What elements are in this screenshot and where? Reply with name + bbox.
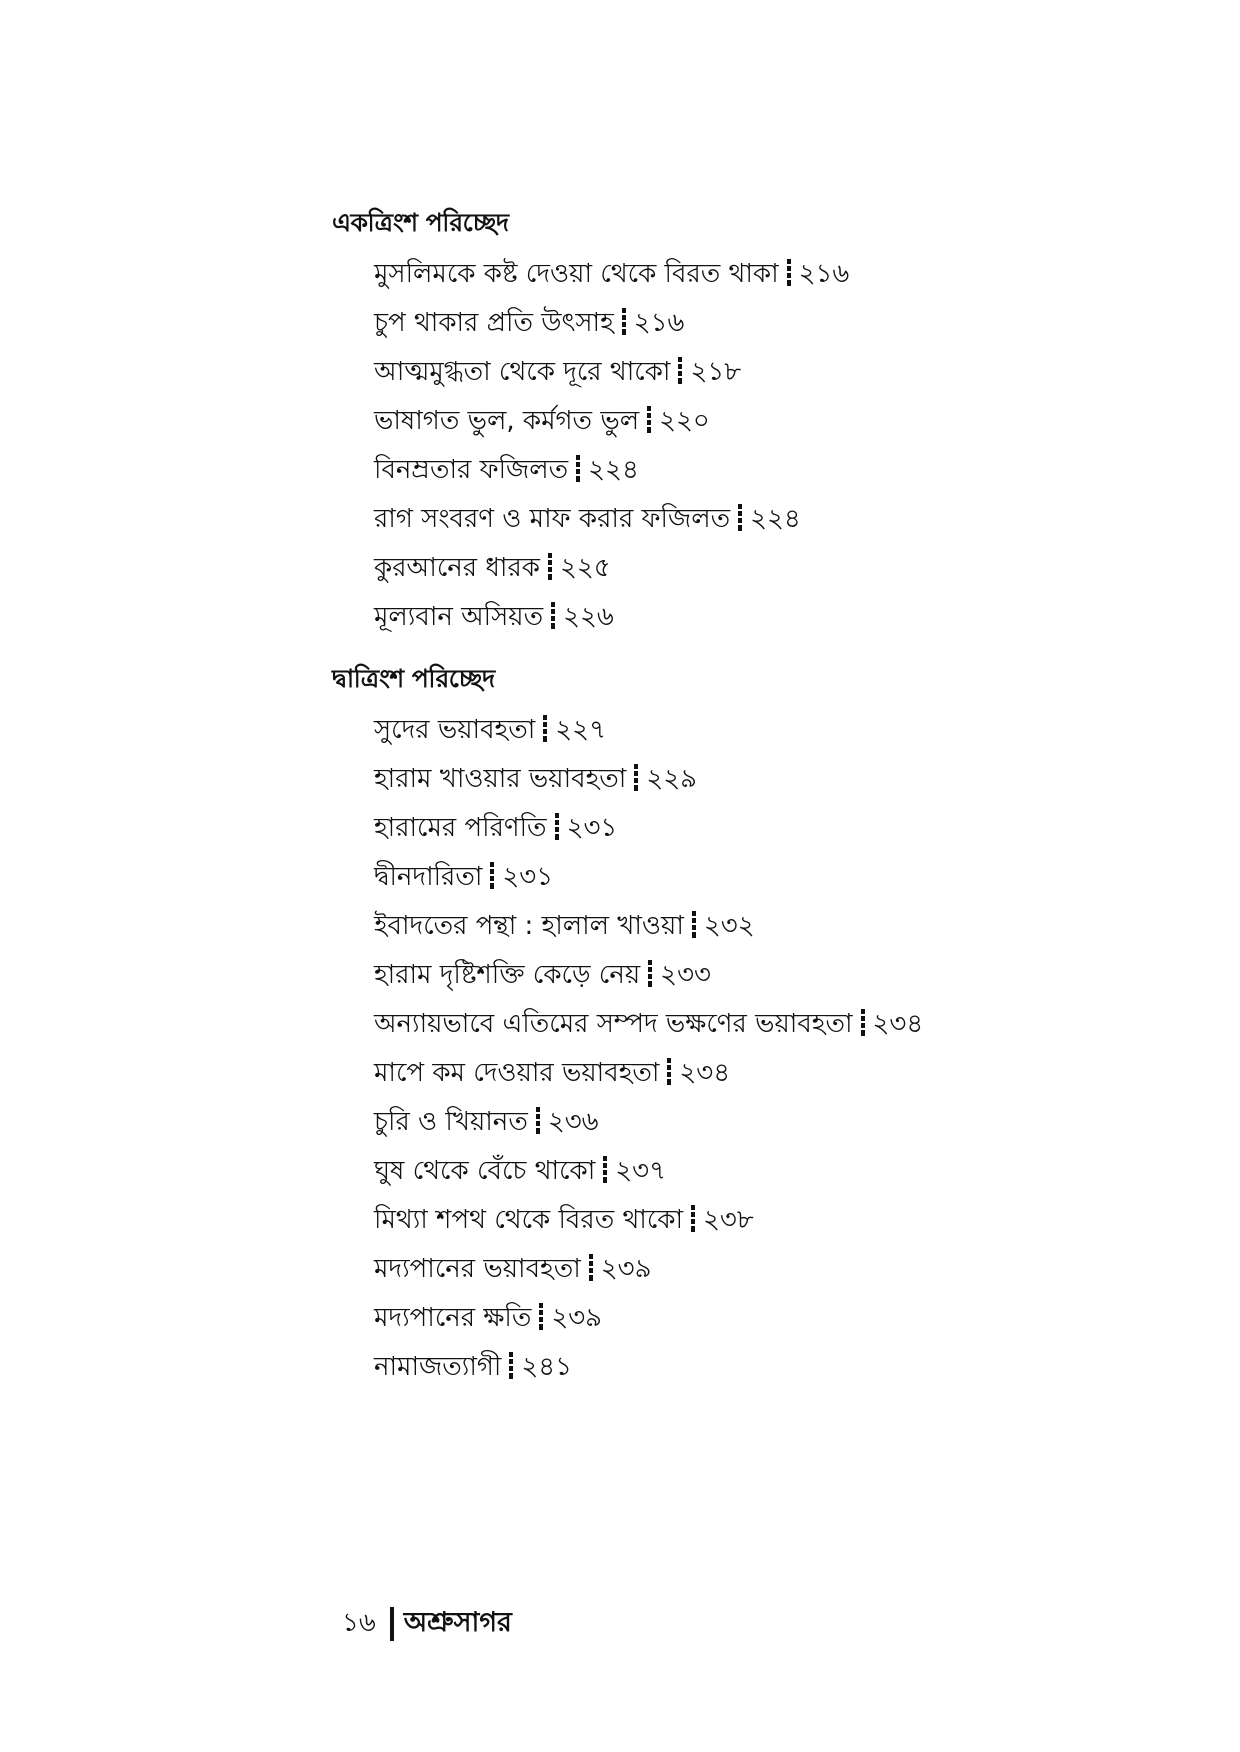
toc-entry-title: মদ্যপানের ক্ষতি — [374, 1303, 532, 1333]
toc-entry — [374, 853, 923, 902]
toc-entry-page: ২১৬ — [633, 308, 685, 338]
separator-dots-icon — [648, 960, 652, 987]
toc-entry-page: ২৩৭ — [615, 1156, 666, 1186]
separator-dots-icon — [539, 1303, 543, 1330]
separator-dots-icon — [555, 813, 559, 840]
separator-dots-icon — [738, 504, 742, 531]
toc-entry — [374, 1196, 923, 1245]
toc-entry-page: ২২৭ — [555, 715, 606, 745]
toc-entry-title: মিথ্যা শপথ থেকে বিরত থাকো — [374, 1205, 684, 1235]
toc-entry-title: নামাজত্যাগী — [374, 1352, 502, 1382]
toc-entry-title: হারামের পরিণতি — [374, 813, 547, 843]
separator-dots-icon — [536, 1107, 540, 1134]
toc-entry-page: ২২৪ — [750, 504, 801, 534]
toc-entry — [374, 299, 849, 348]
toc-entry-title: সুদের ভয়াবহতা — [374, 715, 536, 745]
toc-entry-page: ২২৯ — [646, 764, 698, 794]
toc-entry-title: হারাম খাওয়ার ভয়াবহতা — [374, 764, 627, 794]
footer-divider — [390, 1607, 394, 1641]
footer-book-title: অশ্রুসাগর — [403, 1606, 512, 1638]
footer-page-number: ১৬ — [342, 1608, 376, 1638]
toc-entry-list — [332, 250, 849, 642]
toc-section-32 — [332, 662, 923, 1392]
toc-entry-page: ২২০ — [659, 406, 710, 436]
toc-entry-page: ২৩৪ — [872, 1009, 924, 1039]
toc-entry-page: ২২৬ — [563, 602, 614, 632]
toc-entry-title: কুরআনের ধারক — [374, 553, 540, 583]
toc-entry-page: ২৩১ — [502, 862, 554, 892]
separator-dots-icon — [576, 455, 580, 482]
separator-dots-icon — [622, 308, 626, 335]
toc-entry-title: হারাম দৃষ্টিশক্তি কেড়ে নেয় — [374, 960, 641, 990]
toc-entry-title: মূল্যবান অসিয়ত — [374, 602, 544, 632]
toc-entry-page: ২৩৬ — [547, 1107, 599, 1137]
separator-dots-icon — [551, 602, 555, 629]
toc-entry-page: ২২৫ — [559, 553, 611, 583]
toc-entry-title: আত্মমুগ্ধতা থেকে দূরে থাকো — [374, 357, 671, 387]
toc-entry — [374, 902, 923, 951]
toc-entry-title: ইবাদতের পন্থা : হালাল খাওয়া — [374, 911, 684, 941]
separator-dots-icon — [647, 406, 651, 433]
toc-entry — [374, 804, 923, 853]
toc-entry-page: ২১৬ — [798, 259, 850, 289]
toc-entry-title: মদ্যপানের ভয়াবহতা — [374, 1254, 581, 1284]
toc-entry-page: ২৩৯ — [551, 1303, 603, 1333]
section-heading: একত্রিংশ পরিচ্ছেদ — [332, 208, 509, 237]
separator-dots-icon — [543, 715, 547, 742]
separator-dots-icon — [509, 1352, 513, 1379]
toc-entry — [374, 1147, 923, 1196]
toc-entry-title: মাপে কম দেওয়ার ভয়াবহতা — [374, 1058, 660, 1088]
toc-entry — [374, 1343, 923, 1392]
toc-entry — [374, 1245, 923, 1294]
toc-entry — [374, 1098, 923, 1147]
toc-entry — [374, 706, 923, 755]
toc-entry — [374, 593, 849, 642]
separator-dots-icon — [667, 1058, 671, 1085]
toc-entry — [374, 1049, 923, 1098]
toc-entry — [374, 755, 923, 804]
page-footer — [342, 1604, 512, 1644]
toc-entry-page: ২৩৯ — [600, 1254, 652, 1284]
section-heading: দ্বাত্রিংশ পরিচ্ছেদ — [332, 664, 495, 693]
toc-entry-page: ২৩২ — [703, 911, 755, 941]
toc-entry-page: ২৩৮ — [703, 1205, 754, 1235]
separator-dots-icon — [678, 357, 682, 384]
toc-entry-page: ২১৮ — [690, 357, 742, 387]
toc-entry — [374, 348, 849, 397]
separator-dots-icon — [692, 911, 696, 938]
toc-entry-title: অন্যায়ভাবে এতিমের সম্পদ ভক্ষণের ভয়াবহতা — [374, 1009, 853, 1039]
toc-entry-page: ২৩৩ — [660, 960, 711, 990]
separator-dots-icon — [490, 862, 494, 889]
toc-entry — [374, 951, 923, 1000]
toc-entry — [374, 1294, 923, 1343]
toc-entry-title: দ্বীনদারিতা — [374, 862, 483, 892]
separator-dots-icon — [634, 764, 638, 791]
toc-entry-list — [332, 706, 923, 1392]
separator-dots-icon — [787, 259, 791, 286]
toc-entry — [374, 495, 849, 544]
toc-entry-page: ২২৪ — [588, 455, 639, 485]
toc-entry — [374, 1000, 923, 1049]
toc-entry — [374, 544, 849, 593]
toc-entry-title: রাগ সংবরণ ও মাফ করার ফজিলত — [374, 504, 731, 534]
toc-entry — [374, 397, 849, 446]
toc-entry-page: ২৩১ — [566, 813, 618, 843]
toc-entry-title: ভাষাগত ভুল, কর্মগত ভুল — [374, 406, 640, 436]
toc-entry-title: চুপ থাকার প্রতি উৎসাহ — [374, 308, 614, 338]
separator-dots-icon — [603, 1156, 607, 1183]
toc-entry-title: ঘুষ থেকে বেঁচে থাকো — [374, 1156, 596, 1186]
toc-entry-page: ২৪১ — [521, 1352, 573, 1382]
toc-entry-title: বিনম্রতার ফজিলত — [374, 455, 569, 485]
toc-entry-title: মুসলিমকে কষ্ট দেওয়া থেকে বিরত থাকা — [374, 259, 779, 289]
toc-section-31 — [332, 206, 849, 642]
separator-dots-icon — [548, 553, 552, 580]
separator-dots-icon — [691, 1205, 695, 1232]
toc-entry — [374, 446, 849, 495]
toc-entry-title: চুরি ও খিয়ানত — [374, 1107, 528, 1137]
separator-dots-icon — [589, 1254, 593, 1281]
toc-entry — [374, 250, 849, 299]
toc-entry-page: ২৩৪ — [679, 1058, 731, 1088]
separator-dots-icon — [861, 1009, 865, 1036]
